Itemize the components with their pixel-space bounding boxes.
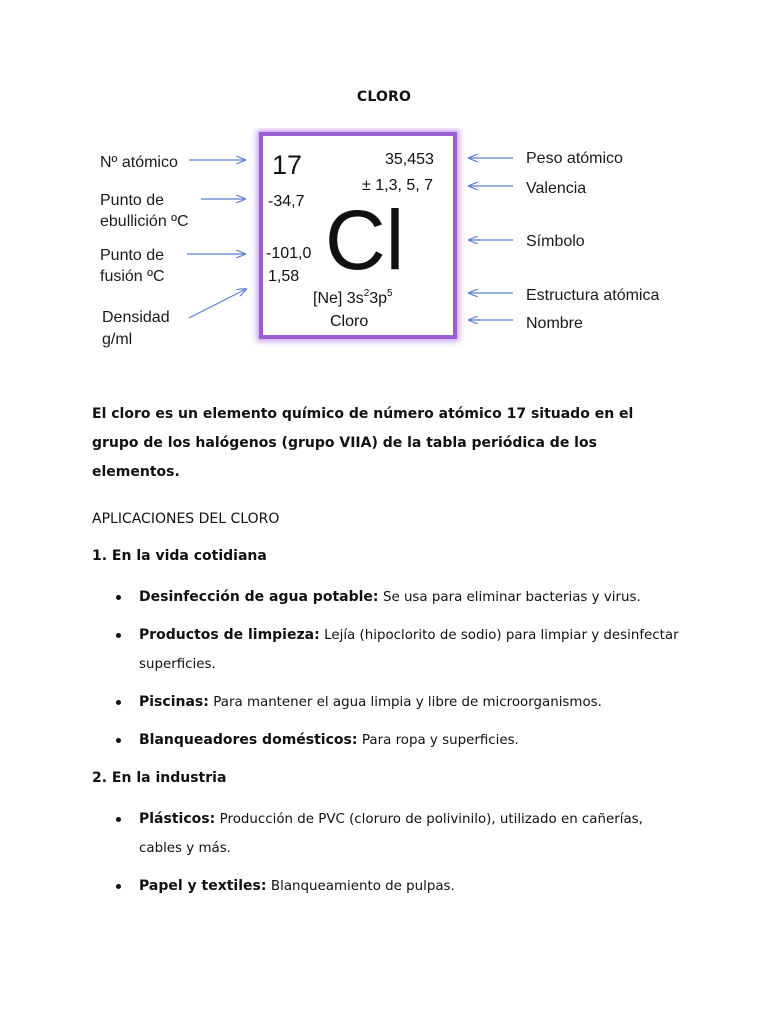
label-density-line1: Densidad bbox=[102, 309, 170, 326]
label-melting-line1: Punto de bbox=[100, 247, 165, 264]
list-item bbox=[92, 688, 682, 717]
config-s-exponent: 2 bbox=[363, 288, 370, 299]
list-item bbox=[92, 621, 682, 679]
everyday-list bbox=[92, 583, 682, 755]
item-term: Blanqueadores domésticos: bbox=[139, 732, 358, 748]
label-atomic-number: Nº atómico bbox=[100, 154, 178, 171]
element-diagram-svg bbox=[88, 128, 688, 353]
boiling-point-value: -34,7 bbox=[268, 193, 305, 210]
item-description: Lejía (hipoclorito de sodio) para limpiar y desinfectar superficies. bbox=[139, 628, 679, 672]
atomic-number-value: 17 bbox=[272, 150, 303, 180]
label-symbol: Símbolo bbox=[526, 233, 585, 250]
config-p-exponent: 5 bbox=[387, 288, 393, 299]
element-name: Cloro bbox=[330, 313, 369, 330]
atomic-weight-value: 35,453 bbox=[385, 151, 434, 168]
element-diagram bbox=[88, 128, 688, 353]
item-description: Producción de PVC (cloruro de polivinilo), utilizado en cañerías, cables y más. bbox=[139, 812, 643, 856]
label-structure: Estructura atómica bbox=[526, 287, 660, 304]
item-description: Blanqueamiento de pulpas. bbox=[270, 879, 455, 894]
label-atomic-weight: Peso atómico bbox=[526, 150, 623, 167]
label-boiling-line2: ebullición ºC bbox=[100, 213, 189, 230]
item-term: Desinfección de agua potable: bbox=[139, 589, 379, 605]
label-melting-line2: fusión ºC bbox=[100, 268, 165, 285]
list-item bbox=[92, 805, 682, 863]
density-value: 1,58 bbox=[268, 268, 300, 285]
item-description: Para ropa y superficies. bbox=[361, 733, 519, 748]
section-everyday-heading: 1. En la vida cotidiana bbox=[92, 548, 267, 564]
item-description: Para mantener el agua limpia y libre de microorganismos. bbox=[213, 695, 602, 710]
document-title: CLORO bbox=[356, 89, 412, 105]
element-symbol: Cl bbox=[325, 193, 405, 287]
label-name: Nombre bbox=[526, 315, 583, 332]
item-term: Papel y textiles: bbox=[139, 878, 267, 894]
list-item bbox=[92, 872, 682, 901]
item-term: Productos de limpieza: bbox=[139, 627, 320, 643]
label-density-line2: g/ml bbox=[102, 331, 133, 348]
melting-point-value: -101,0 bbox=[266, 245, 312, 262]
applications-heading: APLICACIONES DEL CLORO bbox=[92, 511, 280, 527]
label-valence: Valencia bbox=[526, 180, 587, 197]
list-item bbox=[92, 583, 682, 612]
valence-value: ± 1,3, 5, 7 bbox=[362, 177, 434, 194]
electron-configuration bbox=[313, 288, 393, 307]
item-description: Se usa para eliminar bacterias y virus. bbox=[382, 590, 641, 605]
config-prefix: [Ne] 3s bbox=[313, 290, 364, 307]
label-boiling-line1: Punto de bbox=[100, 192, 165, 209]
item-term: Plásticos: bbox=[139, 811, 216, 827]
intro-paragraph: El cloro es un elemento químico de número atómico 17 situado en el grupo de los halógenos (grupo VIIA) de la tabla periódica de los elementos. bbox=[92, 406, 634, 480]
arrow-density bbox=[189, 289, 246, 318]
item-term: Piscinas: bbox=[139, 694, 209, 710]
section-industry-heading: 2. En la industria bbox=[92, 770, 227, 786]
list-item bbox=[92, 726, 682, 755]
industry-list bbox=[92, 805, 682, 901]
config-mid: 3p bbox=[369, 290, 388, 307]
